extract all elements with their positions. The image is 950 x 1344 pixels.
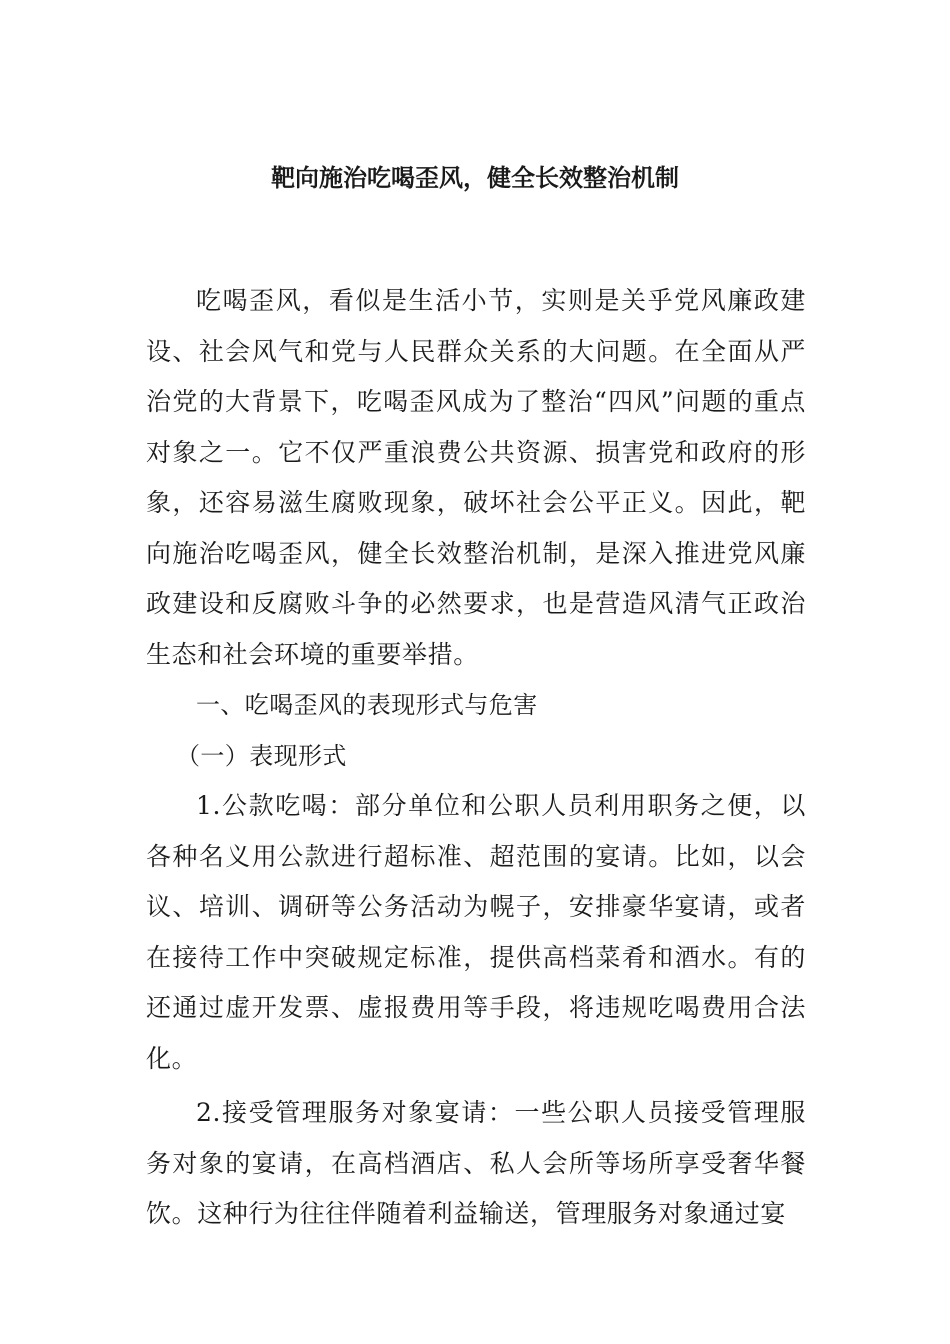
list-item: 2.接受管理服务对象宴请：一些公职人员接受管理服务对象的宴请，在高档酒店、私人会所等场所享受奢华餐饮。这种行为往往伴随着利益输送，管理服务对象通过宴	[146, 1098, 806, 1228]
document-body	[146, 276, 806, 1240]
section-heading: 一、吃喝歪风的表现形式与危害	[196, 691, 538, 719]
intro-paragraph: 吃喝歪风，看似是生活小节，实则是关乎党风廉政建设、社会风气和党与人民群众关系的大问题。在全面从严治党的大背景下，吃喝歪风成为了整治“四风”问题的重点对象之一。它不仅严重浪费公共资源、损害党和政府的形象，还容易滋生腐败现象，破坏社会公平正义。因此，靶向施治吃喝歪风，健全长效整治机制，是深入推进党风廉政建设和反腐败斗争的必然要求，也是营造风清气正政治生态和社会环境的重要举措。	[146, 286, 806, 669]
document-title: 靶向施治吃喝歪风，健全长效整治机制	[271, 164, 679, 192]
list-item: 1.公款吃喝：部分单位和公职人员利用职务之便，以各种名义用公款进行超标准、超范围的宴请。比如，以会议、培训、调研等公务活动为幌子，安排豪华宴请，或者在接待工作中突破规定标准，提供高档菜肴和酒水。有的还通过虚开发票、虚报费用等手段，将违规吃喝费用合法化。	[146, 791, 806, 1073]
subsection-heading: （一）表现形式	[176, 741, 347, 770]
